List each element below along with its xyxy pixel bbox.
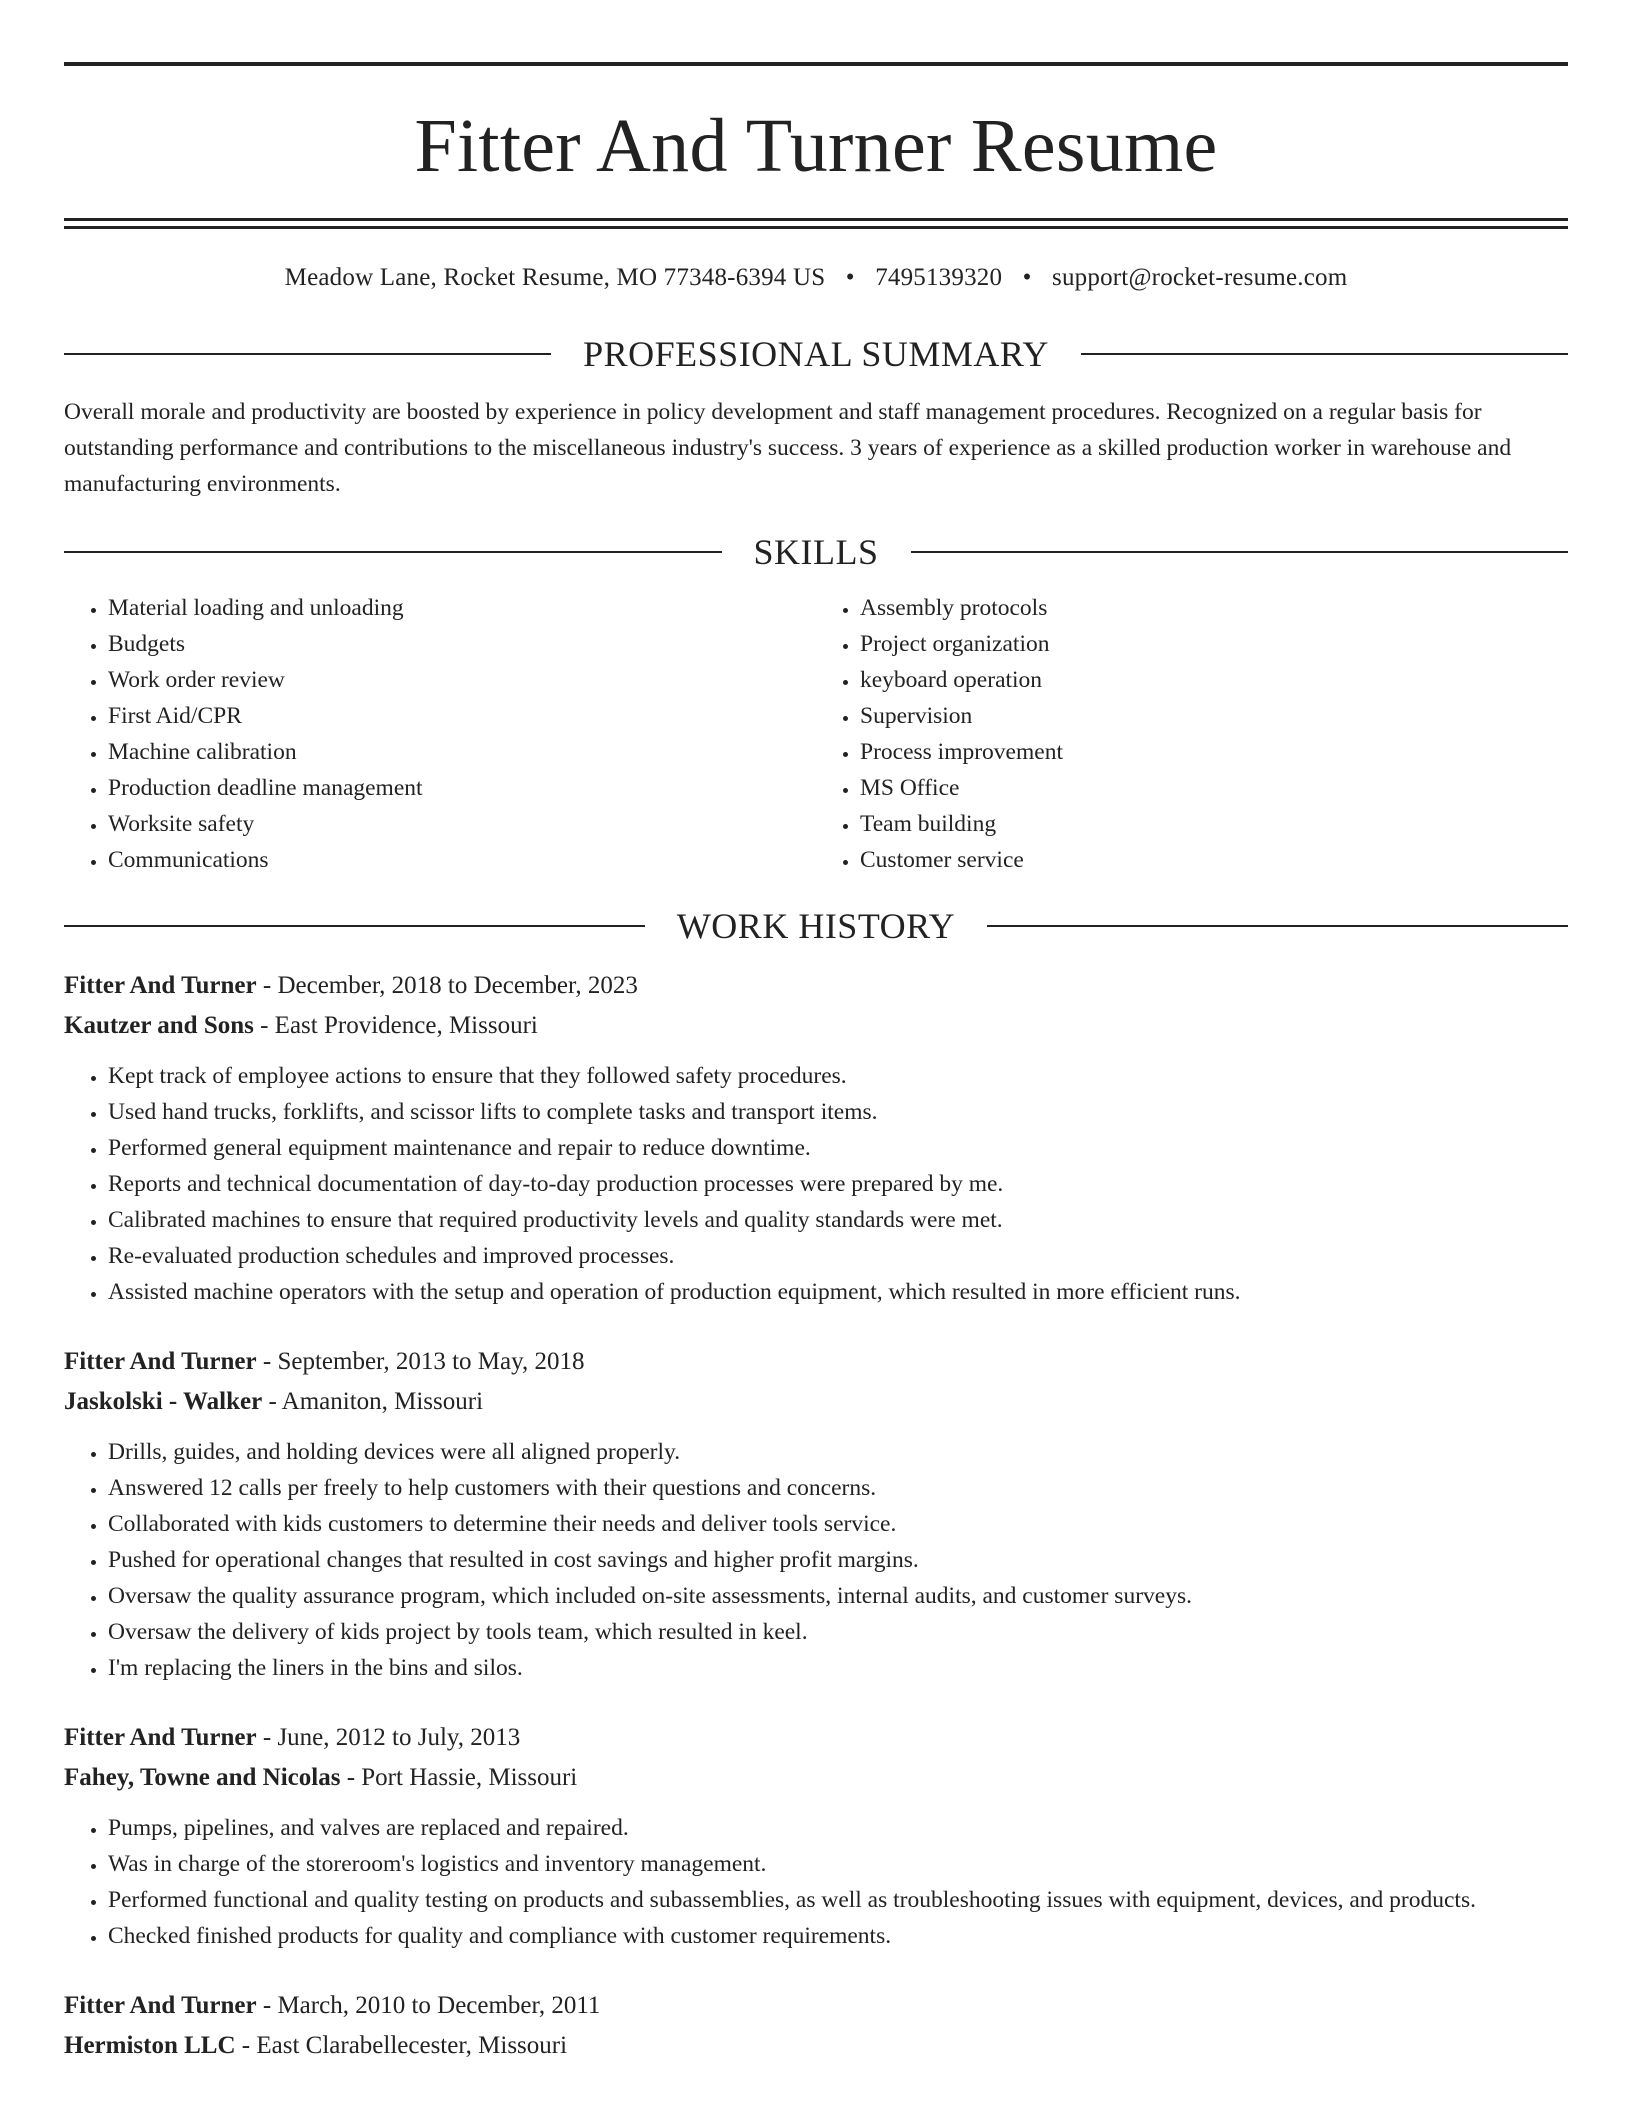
professional-summary-text: Overall morale and productivity are boosted by experience in policy development and staff management procedures. Recognized on a regular basis for outstanding performance and contributions to the miscellaneous industry's success. 3 years of experience as a skilled production worker in warehouse and manufacturing environments. — [64, 399, 1512, 497]
job-bullet: • Pushed for operational changes that resulted in cost savings and higher profit margins. — [108, 1542, 1568, 1578]
job-title-line — [64, 1718, 1568, 1758]
skill-item: • Supervision — [860, 698, 1568, 734]
job-title: Fitter And Turner — [64, 1992, 257, 2019]
summary-heading: PROFESSIONAL SUMMARY — [583, 334, 1049, 374]
job-entry — [64, 1718, 1568, 1954]
contact-separator: • — [845, 264, 855, 291]
skills-list-left — [64, 590, 816, 878]
job-bullet: • Calibrated machines to ensure that required productivity levels and quality standards were met. — [108, 1202, 1568, 1238]
section-heading-skills — [64, 534, 1568, 570]
skill-item: • Machine calibration — [108, 734, 816, 770]
heading-rule-left — [64, 551, 722, 553]
job-dates: - September, 2013 to May, 2018 — [256, 1348, 585, 1375]
job-location: - Amaniton, Missouri — [262, 1388, 484, 1415]
job-company: Kautzer and Sons — [64, 1012, 254, 1039]
job-bullet: • Re-evaluated production schedules and improved processes. — [108, 1238, 1568, 1274]
skill-item: • Work order review — [108, 662, 816, 698]
contact-email: support@rocket-resume.com — [1052, 264, 1348, 291]
job-title-line — [64, 1986, 1568, 2026]
title-double-rule — [64, 218, 1568, 229]
skill-item: • Project organization — [860, 626, 1568, 662]
job-bullet: • Oversaw the quality assurance program, which included on-site assessments, internal audits, and customer surveys. — [108, 1578, 1568, 1614]
skills-list-right — [816, 590, 1568, 878]
job-bullet: • Kept track of employee actions to ensure that they followed safety procedures. — [108, 1058, 1568, 1094]
skill-item: • Team building — [860, 806, 1568, 842]
job-bullet: • Drills, guides, and holding devices were all aligned properly. — [108, 1434, 1568, 1470]
job-location: - East Providence, Missouri — [253, 1012, 538, 1039]
heading-rule-left — [64, 353, 551, 355]
job-entry — [64, 966, 1568, 1310]
skill-item: • Budgets — [108, 626, 816, 662]
job-company-line — [64, 1006, 1568, 1046]
heading-rule-left — [64, 925, 645, 927]
job-location: - East Clarabellecester, Missouri — [235, 2032, 568, 2059]
job-bullet: • Answered 12 calls per freely to help customers with their questions and concerns. — [108, 1470, 1568, 1506]
job-bullet: • Collaborated with kids customers to determine their needs and deliver tools service. — [108, 1506, 1568, 1542]
heading-rule-right — [987, 925, 1568, 927]
job-bullet: • I'm replacing the liners in the bins and silos. — [108, 1650, 1568, 1686]
skill-item: • Customer service — [860, 842, 1568, 878]
top-rule — [64, 62, 1568, 66]
skill-item: • Production deadline management — [108, 770, 816, 806]
job-bullet: • Performed functional and quality testing on products and subassemblies, as well as troubleshooting issues with equipment, devices, and products. — [108, 1882, 1568, 1918]
resume-title: Fitter And Turner Resume — [414, 104, 1218, 188]
heading-rule-right — [911, 551, 1569, 553]
job-bullets — [64, 1434, 1568, 1686]
job-title: Fitter And Turner — [64, 1348, 257, 1375]
skill-item: • Worksite safety — [108, 806, 816, 842]
job-bullet: • Performed general equipment maintenance and repair to reduce downtime. — [108, 1130, 1568, 1166]
job-entry — [64, 1986, 1568, 2066]
job-dates: - December, 2018 to December, 2023 — [256, 972, 638, 999]
job-bullet: • Assisted machine operators with the setup and operation of production equipment, which resulted in more efficient runs. — [108, 1274, 1568, 1310]
section-heading-summary — [64, 336, 1568, 372]
section-heading-work-history — [64, 908, 1568, 944]
job-title-line — [64, 1342, 1568, 1382]
contact-line — [64, 265, 1568, 290]
job-bullet: • Checked finished products for quality and compliance with customer requirements. — [108, 1918, 1568, 1954]
job-bullet: • Was in charge of the storeroom's logistics and inventory management. — [108, 1846, 1568, 1882]
skill-item: • keyboard operation — [860, 662, 1568, 698]
job-title: Fitter And Turner — [64, 972, 257, 999]
job-title: Fitter And Turner — [64, 1724, 257, 1751]
job-bullets — [64, 1810, 1568, 1954]
job-company: Fahey, Towne and Nicolas — [64, 1764, 341, 1791]
job-dates: - March, 2010 to December, 2011 — [256, 1992, 601, 2019]
skills-heading: SKILLS — [753, 532, 879, 572]
job-bullet: • Used hand trucks, forklifts, and scissor lifts to complete tasks and transport items. — [108, 1094, 1568, 1130]
skill-item: • Communications — [108, 842, 816, 878]
job-bullet: • Pumps, pipelines, and valves are replaced and repaired. — [108, 1810, 1568, 1846]
job-company-line — [64, 1758, 1568, 1798]
skill-item: • Process improvement — [860, 734, 1568, 770]
job-bullet: • Oversaw the delivery of kids project by tools team, which resulted in keel. — [108, 1614, 1568, 1650]
skill-item: • MS Office — [860, 770, 1568, 806]
skill-item: • First Aid/CPR — [108, 698, 816, 734]
job-location: - Port Hassie, Missouri — [340, 1764, 578, 1791]
job-company: Jaskolski - Walker — [64, 1388, 263, 1415]
contact-separator: • — [1022, 264, 1032, 291]
skills-columns — [64, 590, 1568, 878]
work-history-heading: WORK HISTORY — [676, 906, 956, 946]
job-company-line — [64, 2026, 1568, 2066]
heading-rule-right — [1081, 353, 1568, 355]
contact-phone: 7495139320 — [875, 264, 1003, 291]
job-company-line — [64, 1382, 1568, 1422]
job-dates: - June, 2012 to July, 2013 — [256, 1724, 521, 1751]
job-bullets — [64, 1058, 1568, 1310]
skill-item: • Material loading and unloading — [108, 590, 816, 626]
job-entry — [64, 1342, 1568, 1686]
job-company: Hermiston LLC — [64, 2032, 236, 2059]
contact-address: Meadow Lane, Rocket Resume, MO 77348-6394 US — [284, 264, 826, 291]
skill-item: • Assembly protocols — [860, 590, 1568, 626]
job-title-line — [64, 966, 1568, 1006]
job-bullet: • Reports and technical documentation of day-to-day production processes were prepared by me. — [108, 1166, 1568, 1202]
